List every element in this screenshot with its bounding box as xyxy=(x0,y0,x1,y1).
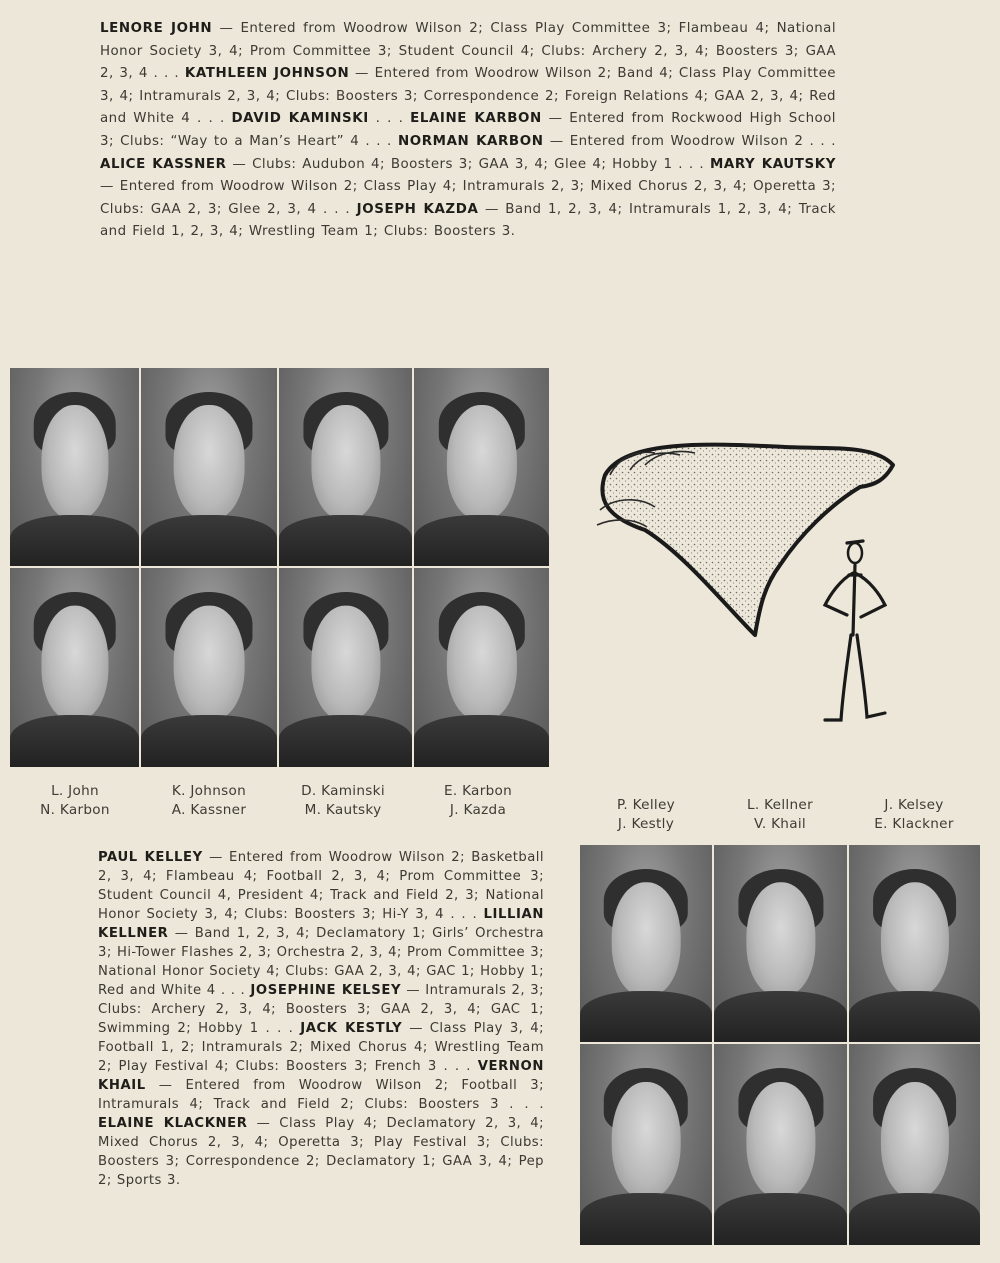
student-name: VERNON KHAIL xyxy=(98,1059,544,1093)
student-name: ELAINE KLACKNER xyxy=(98,1116,248,1131)
caption-line: E. Klackner xyxy=(874,816,954,832)
student-activities: — Intramurals 2, 3; Clubs: Archery 2, 3, 4; Boosters 3; GAA 2, 3, 4; GAC 1; Swimming 2; Hobby 1 . . . xyxy=(98,983,544,1036)
student-activities: — Class Play 3, 4; Football 1, 2; Intramurals 2; Mixed Chorus 4; Wrestling Team 2; Play Festival 4; Clubs: Boosters 3; French 3 . . . xyxy=(98,1021,544,1074)
student-activities: — Entered from Woodrow Wilson 2; Class Play Committee 3; Flambeau 4; National Honor Society 3, 4; Prom Committee 3; Student Council 4; Clubs: Archery 2, 3, 4; Boosters 3; GAA 2, 3, 4 . . . xyxy=(100,21,836,82)
student-activities: — Entered from Woodrow Wilson 2; Class Play 4; Intramurals 2, 3; Mixed Chorus 2, 3, 4; Operetta 3; Clubs: GAA 2, 3; Glee 2, 3, 4 . . . xyxy=(100,179,836,217)
portrait-photo xyxy=(849,1044,980,1245)
caption xyxy=(715,796,845,834)
portrait-photo xyxy=(414,568,549,767)
student-activities: — Entered from Woodrow Wilson 2; Basketball 2, 3, 4; Flambeau 4; Football 2, 3, 4; Prom Committee 3; Student Council 4, President 4; Track and Field 2, 3; National Honor Society 3, 4; Clubs: Boosters 3; Hi-Y 3, 4 . . . xyxy=(98,850,544,922)
caption-line: N. Karbon xyxy=(40,802,110,818)
caption-line: E. Karbon xyxy=(443,783,513,799)
student-activities: — Entered from Rockwood High School 3; Clubs: “Way to a Man’s Heart” 4 . . . xyxy=(100,111,836,149)
student-activities: — Clubs: Audubon 4; Boosters 3; GAA 3, 4; Glee 4; Hobby 1 . . . xyxy=(232,156,705,172)
portrait-photo xyxy=(580,845,712,1042)
student-name: JOSEPH KAZDA xyxy=(356,201,479,217)
student-name: NORMAN KARBON xyxy=(397,133,544,149)
student-name: MARY KAUTSKY xyxy=(709,156,836,172)
student-activities: — Entered from Woodrow Wilson 2; Football 3; Intramurals 4; Track and Field 2; Clubs: Boosters 3 . . . xyxy=(98,1078,544,1112)
portrait-photo xyxy=(141,568,277,767)
student-name: LILLIAN KELLNER xyxy=(98,907,544,941)
caption xyxy=(849,796,979,834)
portrait-photo xyxy=(580,1044,712,1245)
stick-figure xyxy=(825,541,885,720)
student-name: LENORE JOHN xyxy=(100,21,213,36)
student-activities: — Entered from Woodrow Wilson 2; Band 4; Class Play Committee 3, 4; Intramurals 2, 3, 4; Clubs: Boosters 3; Correspondence 2; Foreign Relations 4; GAA 2, 3, 4; Red and White 4 . . . xyxy=(100,66,836,127)
caption-line: A. Kassner xyxy=(171,802,247,818)
student-name: ALICE KASSNER xyxy=(100,156,227,172)
right-portrait-grid xyxy=(580,845,980,1245)
caption-line: D. Kaminski xyxy=(301,783,385,799)
top-biography-paragraph xyxy=(100,18,836,244)
student-activities: — Entered from Woodrow Wilson 2 . . . xyxy=(549,133,836,149)
portrait-photo xyxy=(279,368,412,566)
caption-line: L. Kellner xyxy=(747,797,813,813)
caption xyxy=(581,796,711,834)
portrait-photo xyxy=(141,368,277,566)
student-name: ELAINE KARBON xyxy=(410,111,542,127)
right-captions xyxy=(0,796,1000,836)
caption-line: J. Kestly xyxy=(617,816,675,832)
portrait-photo xyxy=(849,845,980,1042)
caption-line: M. Kautsky xyxy=(304,802,382,818)
student-name: PAUL KELLEY xyxy=(98,850,203,865)
drape-cloth-shape xyxy=(602,445,893,635)
student-name: JACK KESTLY xyxy=(300,1021,403,1036)
cartoon-sketch-illustration xyxy=(585,435,915,735)
student-activities: . . . xyxy=(375,111,404,127)
bottom-biography-paragraph xyxy=(98,848,544,1190)
portrait-photo xyxy=(714,1044,847,1245)
portrait-photo xyxy=(414,368,549,566)
portrait-photo xyxy=(10,368,139,566)
student-activities: — Band 1, 2, 3, 4; Intramurals 1, 2, 3, 4; Track and Field 1, 2, 3, 4; Wrestling Team 1; Clubs: Boosters 3. xyxy=(100,201,836,240)
student-name: JOSEPHINE KELSEY xyxy=(250,983,402,998)
left-portrait-grid xyxy=(10,368,549,767)
student-name: DAVID KAMINSKI xyxy=(231,111,369,127)
student-name: KATHLEEN JOHNSON xyxy=(184,66,350,82)
student-activities: — Class Play 4; Declamatory 2, 3, 4; Mixed Chorus 2, 3, 4; Operetta 3; Play Festival 3; Clubs: Boosters 3; Correspondence 2; Declamatory 1; GAA 3, 4; Pep 2; Sports 3. xyxy=(98,1116,544,1188)
caption-line: J. Kazda xyxy=(449,802,507,818)
portrait-photo xyxy=(714,845,847,1042)
caption-line: V. Khail xyxy=(753,816,806,832)
portrait-photo xyxy=(10,568,139,767)
caption-line: K. Johnson xyxy=(171,783,247,799)
portrait-photo xyxy=(279,568,412,767)
caption-line: L. John xyxy=(51,783,99,799)
caption-line: P. Kelley xyxy=(617,797,675,813)
caption-line: J. Kelsey xyxy=(884,797,944,813)
student-activities: — Band 1, 2, 3, 4; Declamatory 1; Girls’ Orchestra 3; Hi-Tower Flashes 2, 3; Orchestra 2, 3, 4; Prom Committee 3; National Honor Society 4; Clubs: GAA 2, 3, 4; GAC 1; Hobby 1; Red and White 4 . . . xyxy=(98,926,544,998)
